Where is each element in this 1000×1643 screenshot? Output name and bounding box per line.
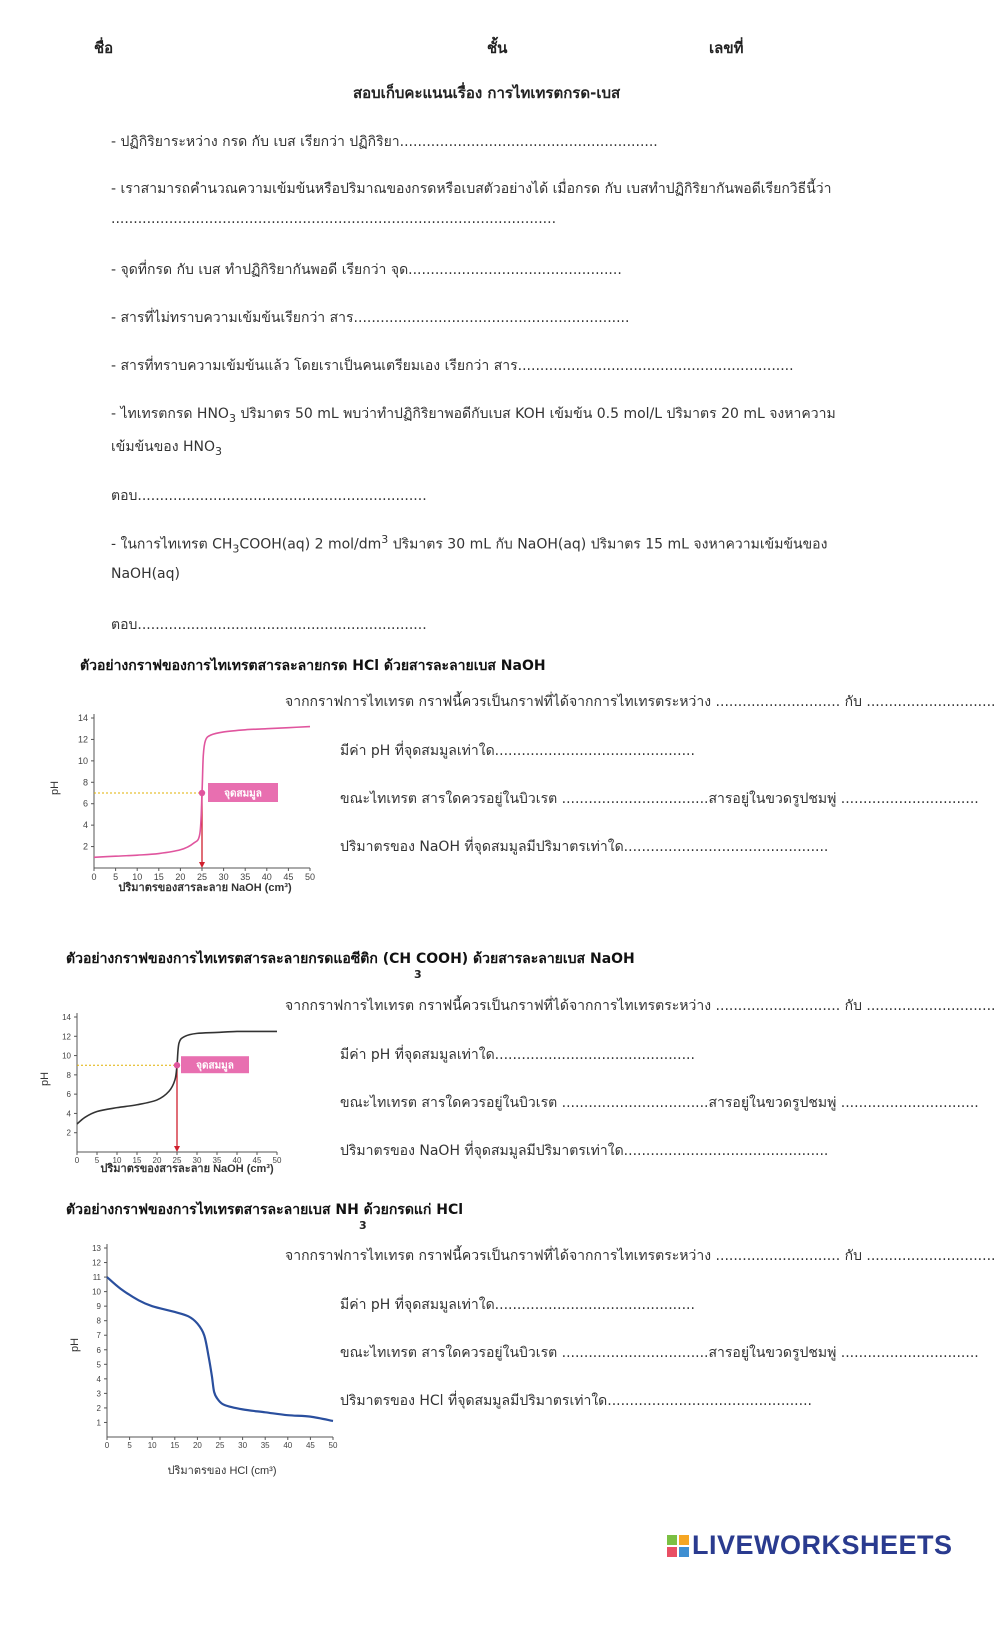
section-1-q-volume[interactable]: ปริมาตรของ NaOH ที่จุดสมมูลมีปริมาตรเท่าใด.............................................. — [340, 839, 829, 855]
titration-curve — [107, 1277, 333, 1421]
x-tick-label: 50 — [328, 1441, 338, 1450]
section-3-q-volume[interactable]: ปริมาตรของ HCl ที่จุดสมมูลมีปริมาตรเท่าใด.............................................. — [340, 1393, 812, 1409]
y-tick-label: 10 — [77, 755, 88, 766]
x-tick-label: 40 — [232, 1156, 242, 1165]
x-axis-label: ปริมาตรของสารละลาย NaOH (cm³) — [118, 882, 292, 894]
x-tick-label: 30 — [192, 1156, 202, 1165]
section-3-q-burette[interactable]: ขณะไทเทรต สารใดควรอยู่ในบิวเรต .................................สารอยู่ในขวดรูปชมพู่ ............................... — [340, 1345, 979, 1361]
y-axis-label: pH — [39, 1071, 51, 1087]
y-tick-label: 2 — [82, 841, 88, 852]
x-tick-label: 25 — [172, 1156, 182, 1165]
y-axis-label: pH — [49, 780, 61, 796]
x-tick-label: 0 — [74, 1156, 80, 1165]
y-tick-label: 6 — [66, 1090, 71, 1100]
q7-text-c: ปริมาตร 30 mL กับ NaOH(aq) ปริมาตร 15 mL จงหาความเข้มข้นของ — [388, 536, 828, 553]
x-tick-label: 5 — [94, 1156, 100, 1165]
x-tick-label: 25 — [196, 872, 208, 882]
x-tick-label: 35 — [240, 872, 251, 882]
x-tick-label: 35 — [212, 1156, 222, 1165]
question-4: - สารที่ไม่ทราบความเข้มข้นเรียกว่า สาร.............................................................. — [111, 310, 630, 326]
y-tick-label: 9 — [96, 1302, 101, 1312]
y-tick-label: 14 — [62, 1013, 71, 1022]
y-tick-label: 2 — [66, 1128, 71, 1138]
q6-line2-text: เข้มข้นของ HNO — [111, 439, 216, 455]
x-tick-label: 40 — [283, 1441, 293, 1450]
x-tick-label: 45 — [252, 1156, 262, 1165]
q7-subscript: 3 — [232, 542, 240, 556]
question-7-answer[interactable]: ตอบ................................................................. — [111, 617, 427, 633]
liveworksheets-logo-icon — [667, 1535, 689, 1557]
class-label: ชั้น — [487, 39, 508, 57]
question-3: - จุดที่กรด กับ เบส ทำปฏิกิริยากันพอดี เรียกว่า จุด................................................ — [111, 262, 622, 278]
x-tick-label: 20 — [152, 1156, 162, 1165]
y-tick-label: 6 — [96, 1345, 101, 1355]
chart-acetic-naoh — [0, 1005, 300, 1180]
q6-text-a: - ไทเทรตกรด HNO — [111, 406, 229, 422]
section-1-q-pair[interactable]: จากกราฟการไทเทรต กราฟนี้ควรเป็นกราฟที่ได้จากการไทเทรตระหว่าง ............................ กับ ............................. — [285, 694, 996, 710]
y-tick-label: 7 — [96, 1331, 101, 1341]
question-6-line1 — [111, 403, 836, 425]
y-tick-label: 6 — [82, 798, 88, 809]
chart-hcl-naoh — [0, 700, 340, 900]
x-tick-label: 20 — [175, 872, 186, 882]
section-2-q-burette[interactable]: ขณะไทเทรต สารใดควรอยู่ในบิวเรต .................................สารอยู่ในขวดรูปชมพู่ ............................... — [340, 1095, 979, 1111]
x-tick-label: 10 — [147, 1441, 157, 1450]
section-2-q-ph[interactable]: มีค่า pH ที่จุดสมมูลเท่าใด............................................. — [340, 1047, 695, 1063]
section-1-q-ph[interactable]: มีค่า pH ที่จุดสมมูลเท่าใด............................................. — [340, 743, 695, 759]
y-tick-label: 10 — [62, 1051, 71, 1061]
question-2-line1: - เราสามารถคำนวณความเข้มข้นหรือปริมาณของกรดหรือเบสตัวอย่างได้ เมื่อกรด กับ เบสทำปฏิกิริยากันพอดีเรียกวิธีนี้ว่า — [111, 181, 832, 197]
equivalence-label: จุดสมมูล — [196, 1060, 234, 1072]
q7-text-a: - ในการไทเทรต CH — [111, 536, 233, 553]
q7-text-b: COOH(aq) 2 mol/dm — [239, 536, 382, 553]
y-tick-label: 12 — [77, 734, 88, 745]
section-2-q-volume[interactable]: ปริมาตรของ NaOH ที่จุดสมมูลมีปริมาตรเท่าใด.............................................. — [340, 1143, 829, 1159]
y-tick-label: 4 — [82, 820, 88, 831]
y-tick-label: 8 — [66, 1070, 71, 1080]
q6-text-b: ปริมาตร 50 mL พบว่าทำปฏิกิริยาพอดีกับเบส KOH เข้มข้น 0.5 mol/L ปริมาตร 20 mL จงหาความ — [235, 406, 836, 422]
x-tick-label: 25 — [215, 1441, 225, 1450]
x-tick-label: 5 — [113, 872, 119, 882]
y-tick-label: 3 — [96, 1389, 101, 1399]
section-3-heading: ตัวอย่างกราฟของการไทเทรตสารละลายเบส NH ด้วยกรดแก่ HCl — [66, 1202, 464, 1218]
page-title: สอบเก็บคะแนนเรื่อง การไทเทรตกรด-เบส — [353, 84, 621, 102]
x-tick-label: 35 — [260, 1441, 270, 1450]
section-1-heading: ตัวอย่างกราฟของการไทเทรตสารละลายกรด HCl ด้วยสารละลายเบส NaOH — [80, 658, 546, 674]
x-axis-label: ปริมาตรของ HCl (cm³) — [167, 1465, 277, 1477]
equivalence-label: จุดสมมูล — [224, 788, 262, 800]
y-tick-label: 14 — [77, 713, 88, 723]
section-2-q-pair[interactable]: จากกราฟการไทเทรต กราฟนี้ควรเป็นกราฟที่ได้จากการไทเทรตระหว่าง ............................ กับ ............................. — [285, 998, 996, 1014]
x-tick-label: 0 — [104, 1441, 110, 1450]
y-tick-label: 13 — [92, 1244, 101, 1253]
y-tick-label: 5 — [96, 1360, 101, 1370]
y-tick-label: 12 — [92, 1258, 101, 1268]
section-3-q-pair[interactable]: จากกราฟการไทเทรต กราฟนี้ควรเป็นกราฟที่ได้จากการไทเทรตระหว่าง ............................ กับ ............................. — [285, 1248, 996, 1264]
y-axis-label: pH — [69, 1337, 81, 1353]
y-tick-label: 8 — [82, 777, 88, 788]
x-tick-label: 40 — [261, 872, 272, 882]
x-tick-label: 10 — [132, 872, 143, 882]
name-label: ชื่อ — [94, 39, 114, 57]
chart-nh3-hcl — [0, 1230, 360, 1485]
y-tick-label: 11 — [92, 1273, 101, 1283]
x-tick-label: 5 — [127, 1441, 132, 1450]
number-label: เลขที่ — [709, 39, 744, 57]
x-tick-label: 30 — [238, 1441, 248, 1450]
question-7-line2: NaOH(aq) — [111, 566, 180, 582]
x-tick-label: 10 — [112, 1156, 122, 1165]
x-axis-label: ปริมาตรของสารละลาย NaOH (cm³) — [100, 1163, 274, 1175]
y-tick-label: 4 — [66, 1109, 71, 1119]
question-5: - สารที่ทราบความเข้มข้นแล้ว โดยเราเป็นคนเตรียมเอง เรียกว่า สาร.............................................................. — [111, 358, 794, 374]
x-tick-label: 50 — [272, 1156, 282, 1165]
x-tick-label: 30 — [218, 872, 229, 882]
x-tick-label: 0 — [91, 872, 97, 882]
question-2-line2: .................................................................................................... — [111, 211, 557, 227]
question-1: - ปฏิกิริยาระหว่าง กรด กับ เบส เรียกว่า ปฏิกิริยา.......................................................... — [111, 134, 658, 150]
x-tick-label: 45 — [305, 1441, 315, 1450]
question-6-line2 — [111, 436, 222, 458]
y-tick-label: 4 — [96, 1374, 101, 1384]
y-tick-label: 1 — [96, 1418, 101, 1428]
section-3-q-ph[interactable]: มีค่า pH ที่จุดสมมูลเท่าใด............................................. — [340, 1297, 695, 1313]
question-7-line1 — [111, 533, 827, 556]
section-1-q-burette[interactable]: ขณะไทเทรต สารใดควรอยู่ในบิวเรต .................................สารอยู่ในขวดรูปชมพู่ ............................... — [340, 791, 979, 807]
equivalence-arrowhead — [199, 862, 205, 868]
y-tick-label: 10 — [92, 1287, 101, 1297]
y-tick-label: 8 — [96, 1316, 101, 1326]
x-tick-label: 45 — [283, 872, 294, 882]
x-tick-label: 15 — [170, 1441, 180, 1450]
brand-name: LIVEWORKSHEETS — [692, 1530, 953, 1560]
section-2-heading: ตัวอย่างกราฟของการไทเทรตสารละลายกรดแอซีติก (CH COOH) ด้วยสารละลายเบส NaOH — [66, 951, 635, 967]
q7-superscript: 3 — [381, 533, 389, 546]
x-tick-label: 15 — [153, 872, 164, 882]
equivalence-arrowhead — [174, 1146, 180, 1152]
x-tick-label: 15 — [132, 1156, 142, 1165]
x-tick-label: 20 — [192, 1441, 202, 1450]
question-6-answer[interactable]: ตอบ................................................................. — [111, 488, 427, 504]
equivalence-point — [199, 790, 205, 796]
y-tick-label: 12 — [62, 1032, 71, 1042]
y-tick-label: 2 — [96, 1403, 101, 1413]
equivalence-point — [174, 1062, 180, 1068]
q6-subscript: 3 — [228, 411, 236, 425]
section-3-heading-subscript: 3 — [359, 1219, 367, 1232]
section-2-heading-subscript: 3 — [414, 968, 422, 981]
q6-line2-subscript: 3 — [215, 444, 223, 458]
x-tick-label: 50 — [304, 872, 316, 882]
